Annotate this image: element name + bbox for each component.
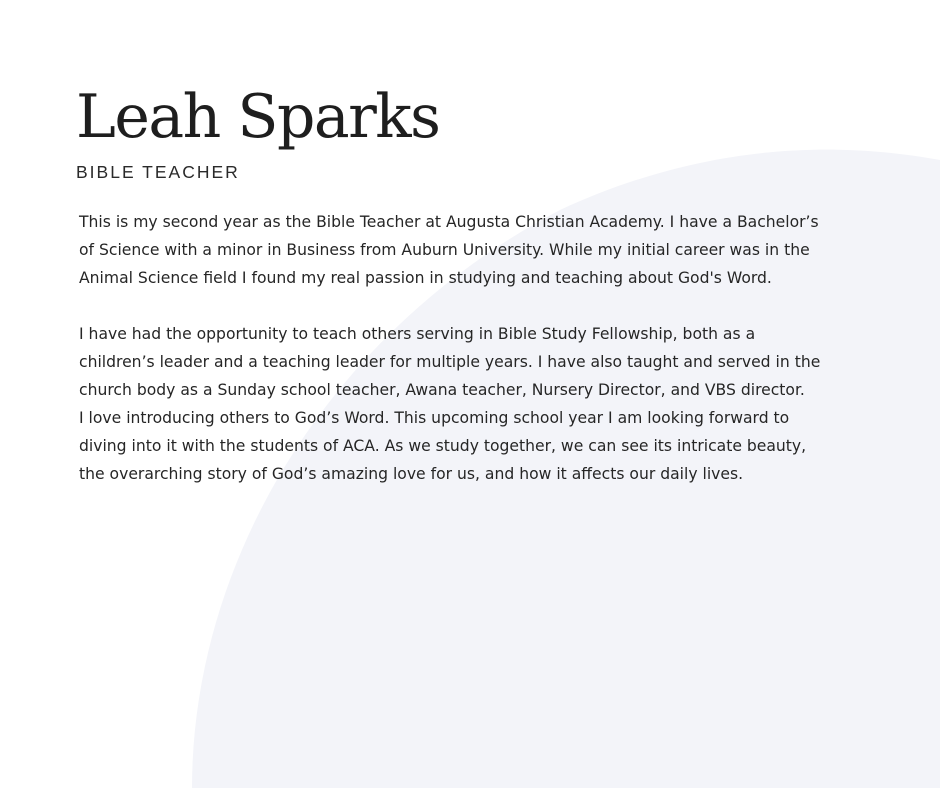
- profile-bio: [76, 208, 859, 488]
- profile-name: Leah Sparks: [76, 82, 440, 152]
- bio-paragraph: I have had the opportunity to teach others serving in Bible Study Fellowship, both as a children’s leader and a teaching leader for multiple years. I have also taught and served in the church body as a Sunday school teacher, Awana teacher, Nursery Director, and VBS director. I love introducing others to God’s Word. This upcoming school year I am looking forward to diving into it with the students of ACA. As we study together, we can see its intricate beauty, the overarching story of God’s amazing love for us, and how it affects our daily lives.: [79, 325, 821, 483]
- profile-role: BIBLE TEACHER: [76, 162, 240, 182]
- bio-paragraph: This is my second year as the Bible Teacher at Augusta Christian Academy. I have a Bachelor’s of Science with a minor in Business from Auburn University. While my initial career was in the Animal Science field I found my real passion in studying and teaching about God's Word.: [79, 213, 819, 287]
- profile-card: [76, 84, 876, 516]
